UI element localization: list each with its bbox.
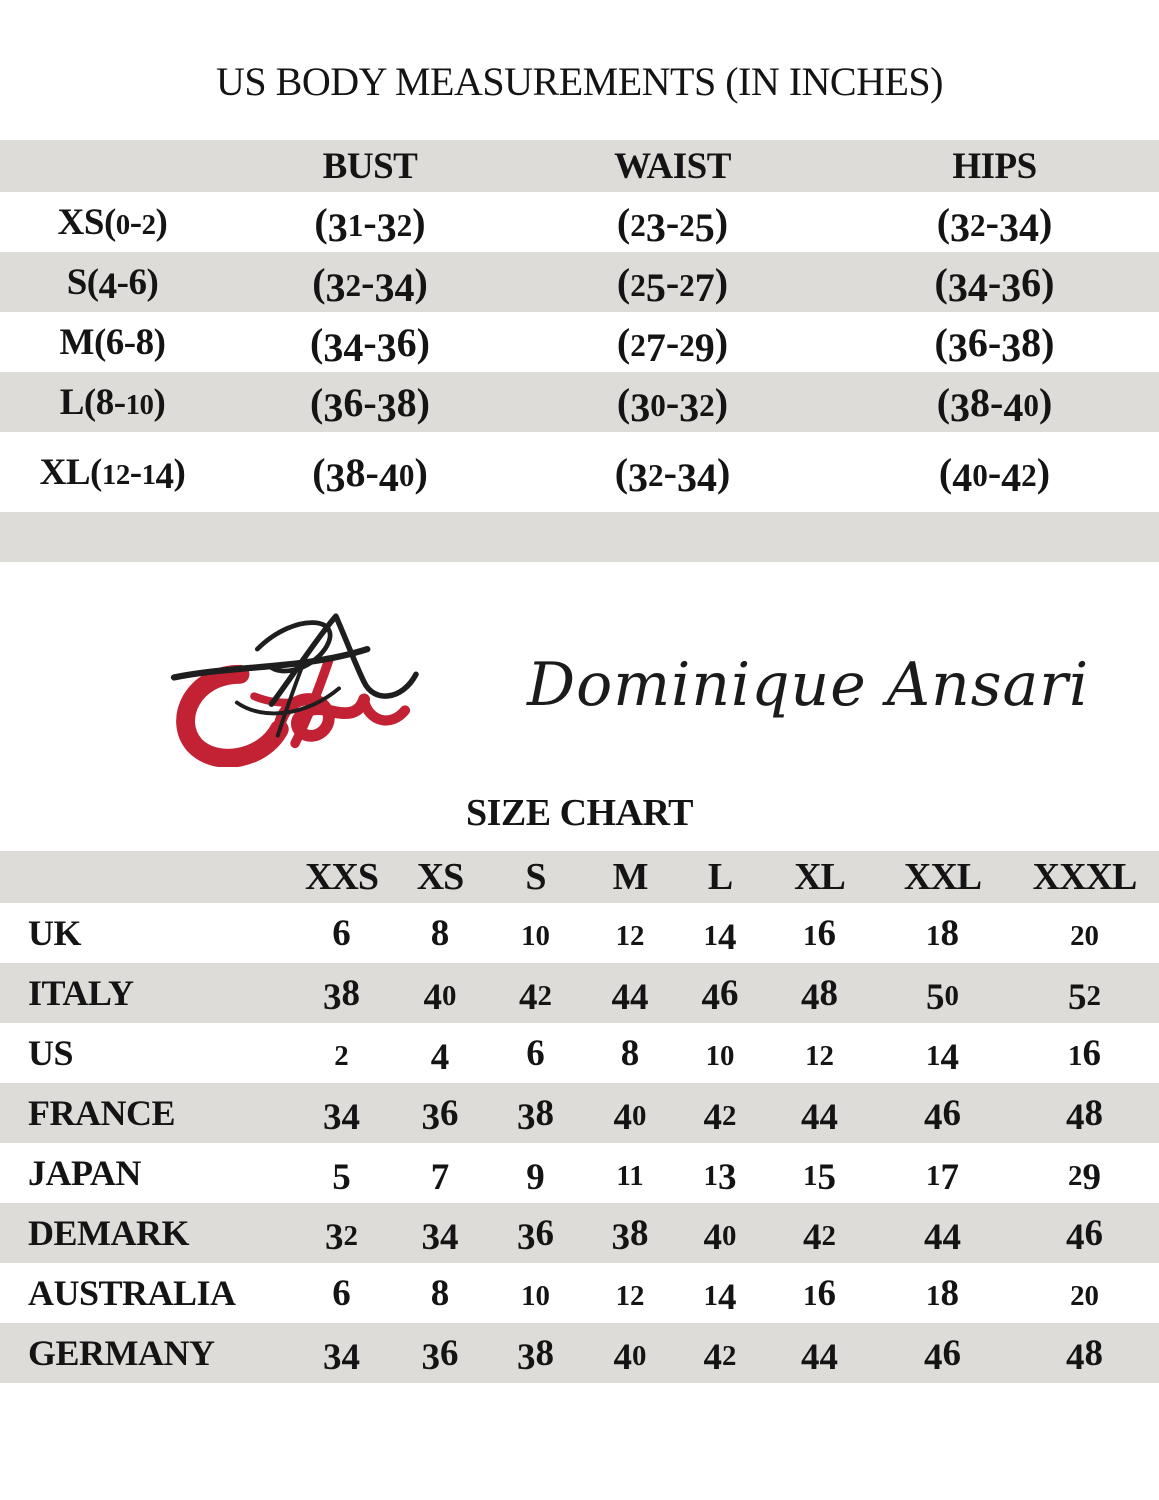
value-cell: 12 xyxy=(615,1279,645,1312)
value-cell: 36 xyxy=(517,1212,554,1259)
value-cell: 38 xyxy=(517,1092,554,1139)
value-cell: 42 xyxy=(703,1337,737,1379)
value-cell: 48 xyxy=(801,972,838,1019)
value-cell: (38-40) xyxy=(312,449,428,500)
empty-header-cell xyxy=(0,140,225,192)
table-row xyxy=(0,432,1159,512)
value-cell: (36-38) xyxy=(934,319,1055,370)
size-chart-title: SIZE CHART xyxy=(465,792,693,834)
value-cell: (32-34) xyxy=(936,199,1053,250)
table-row xyxy=(0,1023,1159,1083)
value-cell: 38 xyxy=(323,972,360,1019)
value-cell: 17 xyxy=(926,1157,959,1199)
brand-header xyxy=(0,602,1159,767)
table-row xyxy=(0,1323,1159,1383)
value-cell: 10 xyxy=(705,1039,735,1072)
value-cell: 6 xyxy=(332,912,351,954)
value-cell: (32-34) xyxy=(614,449,731,500)
value-cell: (31-32) xyxy=(314,199,426,250)
value-cell: 40 xyxy=(423,977,457,1019)
value-cell: 10 xyxy=(521,919,550,952)
value-cell: 20 xyxy=(1070,919,1099,952)
table-row xyxy=(0,1203,1159,1263)
value-cell: (23-25) xyxy=(616,199,729,250)
value-cell: 40 xyxy=(613,1097,647,1139)
value-cell: 46 xyxy=(1066,1212,1103,1259)
row-label: XL(12-14) xyxy=(39,451,186,498)
hips-column-header: HIPS xyxy=(952,145,1037,187)
row-label: S(4-6) xyxy=(66,261,159,308)
value-cell: 34 xyxy=(323,1097,360,1139)
value-cell: (25-27) xyxy=(616,259,729,310)
row-label: L(8-10) xyxy=(59,381,166,423)
table-row xyxy=(0,963,1159,1023)
value-cell: 48 xyxy=(1066,1332,1103,1379)
row-label: GERMANY xyxy=(28,1333,215,1373)
value-cell: 36 xyxy=(421,1092,459,1139)
value-cell: 32 xyxy=(325,1217,358,1259)
value-cell: 8 xyxy=(430,1272,450,1314)
value-cell: 50 xyxy=(926,977,959,1019)
international-size-table xyxy=(0,851,1159,1383)
value-cell: 8 xyxy=(430,912,450,954)
size-chart-header-row xyxy=(0,851,1159,903)
value-cell: 52 xyxy=(1068,977,1101,1019)
value-cell: 12 xyxy=(805,1039,834,1072)
value-cell: 42 xyxy=(519,977,552,1019)
size-column-header: M xyxy=(612,856,648,898)
row-label: UK xyxy=(28,913,81,953)
value-cell: (30-32) xyxy=(616,379,729,430)
size-column-header: XXXL xyxy=(1032,856,1137,898)
row-label: US xyxy=(28,1033,74,1073)
value-cell: 40 xyxy=(613,1337,647,1379)
value-cell: 6 xyxy=(332,1272,351,1314)
table-row xyxy=(0,1083,1159,1143)
value-cell: 16 xyxy=(803,1272,836,1314)
value-cell: 2 xyxy=(334,1039,349,1072)
value-cell: 38 xyxy=(611,1212,649,1259)
value-cell: 20 xyxy=(1070,1279,1099,1312)
value-cell: 14 xyxy=(703,1277,737,1319)
value-cell: 18 xyxy=(926,912,959,954)
bust-column-header: BUST xyxy=(322,145,418,187)
row-label: FRANCE xyxy=(28,1093,175,1133)
row-label: M(6-8) xyxy=(59,321,166,363)
value-cell: 44 xyxy=(924,1217,961,1259)
value-cell: 5 xyxy=(332,1157,351,1199)
value-cell: 44 xyxy=(801,1097,838,1139)
value-cell: 29 xyxy=(1068,1157,1101,1199)
table-row xyxy=(0,903,1159,963)
value-cell: 6 xyxy=(526,1032,545,1074)
row-label: AUSTRALIA xyxy=(28,1273,236,1313)
size-column-header: XS xyxy=(416,856,464,898)
value-cell: 9 xyxy=(526,1157,545,1199)
value-cell: 15 xyxy=(803,1157,836,1199)
value-cell: (40-42) xyxy=(938,449,1051,500)
value-cell: (32-34) xyxy=(312,259,428,310)
waist-column-header: WAIST xyxy=(614,145,731,187)
measurements-title: US BODY MEASUREMENTS (IN INCHES) xyxy=(216,59,943,104)
divider-band xyxy=(0,512,1159,562)
size-column-header: XXL xyxy=(903,856,982,898)
value-cell: (34-36) xyxy=(310,319,430,370)
size-column-header: XXS xyxy=(304,856,379,898)
value-cell: 14 xyxy=(703,917,737,959)
value-cell: 48 xyxy=(1066,1092,1103,1139)
value-cell: (27-29) xyxy=(616,319,729,370)
row-label: XS(0-2) xyxy=(57,201,168,243)
row-label: DEMARK xyxy=(28,1213,189,1253)
value-cell: 11 xyxy=(616,1159,644,1192)
value-cell: 16 xyxy=(803,912,836,954)
table-row xyxy=(0,372,1159,432)
size-column-header: L xyxy=(707,856,733,898)
value-cell: 12 xyxy=(615,919,645,952)
brand-name: Dominique Ansari xyxy=(527,649,1090,720)
size-column-header: S xyxy=(525,856,546,898)
value-cell: 44 xyxy=(611,977,649,1019)
row-label: ITALY xyxy=(28,973,134,1013)
table-row xyxy=(0,192,1159,252)
table-row xyxy=(0,1143,1159,1203)
table-row xyxy=(0,252,1159,312)
value-cell: 13 xyxy=(703,1157,737,1199)
value-cell: 40 xyxy=(703,1217,737,1259)
value-cell: 8 xyxy=(620,1032,640,1074)
value-cell: 14 xyxy=(926,1037,959,1079)
value-cell: 4 xyxy=(430,1037,450,1079)
empty-header-cell xyxy=(0,851,290,903)
value-cell: 42 xyxy=(703,1097,737,1139)
size-column-header: XL xyxy=(794,856,845,898)
measurements-header-row xyxy=(0,140,1159,192)
value-cell: 38 xyxy=(517,1332,554,1379)
value-cell: 46 xyxy=(701,972,739,1019)
brand-monogram-icon xyxy=(135,602,455,767)
value-cell: 46 xyxy=(924,1092,961,1139)
value-cell: 34 xyxy=(421,1217,459,1259)
value-cell: 44 xyxy=(801,1337,838,1379)
table-row xyxy=(0,1263,1159,1323)
value-cell: 42 xyxy=(803,1217,836,1259)
us-measurements-table xyxy=(0,140,1159,512)
value-cell: (34-36) xyxy=(934,259,1055,310)
value-cell: 7 xyxy=(430,1157,450,1199)
value-cell: 46 xyxy=(924,1332,961,1379)
table-row xyxy=(0,312,1159,372)
value-cell: 16 xyxy=(1068,1032,1101,1074)
value-cell: (36-38) xyxy=(310,379,430,430)
value-cell: 10 xyxy=(521,1279,550,1312)
value-cell: 18 xyxy=(926,1272,959,1314)
value-cell: (38-40) xyxy=(936,379,1053,430)
value-cell: 34 xyxy=(323,1337,360,1379)
value-cell: 36 xyxy=(421,1332,459,1379)
row-label: JAPAN xyxy=(28,1153,141,1193)
